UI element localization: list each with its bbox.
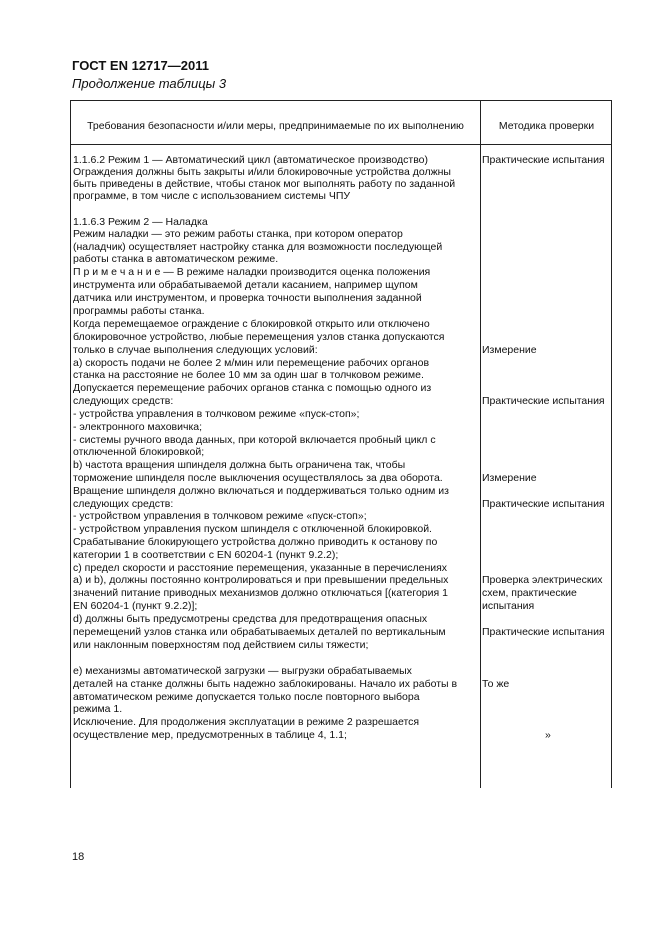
method-cell: Проверка электрических [482, 574, 603, 586]
requirement-line: Допускается перемещение рабочих органов станка с помощью одного из [73, 382, 432, 394]
requirement-line: - электронного маховичка; [73, 421, 203, 433]
requirement-line: Срабатывание блокирующего устройства должно приводить к останову по [73, 536, 438, 548]
requirements-table [70, 100, 612, 788]
requirement-line: следующих средств: [73, 498, 174, 510]
method-cell: Практические испытания [482, 395, 605, 407]
requirement-line: следующих средств: [73, 395, 174, 407]
method-cell: То же [482, 678, 510, 690]
requirement-note-line: П р и м е ч а н и е — В режиме наладки производится оценка положения [73, 266, 431, 278]
requirement-line: программе, в том числе с использованием системы ЧПУ [73, 190, 351, 202]
requirement-line: только в случае выполнения следующих условий: [73, 344, 318, 356]
requirement-line: с) предел скорости и расстояние перемещения, указанные в перечислениях [73, 562, 448, 574]
requirement-line: (наладчик) осуществляет настройку станка для возможности последующей [73, 241, 443, 253]
method-cell: Измерение [482, 472, 537, 484]
requirement-line: Когда перемещаемое ограждение с блокировкой открыто или отключено [73, 318, 430, 330]
requirement-line: d) должны быть предусмотрены средства для предотвращения опасных [73, 613, 428, 625]
requirement-line: или наклонным поверхностям под действием силы тяжести; [73, 639, 369, 651]
requirement-line: - системы ручного ввода данных, при которой включается пробный цикл с [73, 434, 436, 446]
requirement-line: 1.1.6.2 Режим 1 — Автоматический цикл (автоматическое производство) [73, 154, 428, 166]
requirement-line: автоматическом режиме допускается только после повторного выбора [73, 691, 420, 703]
requirement-line: - устройства управления в толчковом режиме «пуск-стоп»; [73, 408, 360, 420]
page-number: 18 [72, 851, 85, 863]
requirement-line: работы станка в автоматическом режиме. [73, 253, 279, 265]
requirement-line: Режим наладки — это режим работы станка, при котором оператор [73, 228, 403, 240]
requirement-note-line: датчика или инструментом, и проверка точности выполнения заданной [73, 292, 422, 304]
requirement-line: Исключение. Для продолжения эксплуатации в режиме 2 разрешается [73, 716, 420, 728]
requirement-line: категории 1 в соответствии с EN 60204-1 (пункт 9.2.2); [73, 549, 339, 561]
method-cell: испытания [482, 600, 535, 612]
requirement-line: значений питание приводных механизмов должно отключаться [(категория 1 [73, 587, 448, 599]
requirement-line: Ограждения должны быть закрыты и/или блокировочные устройства должны [73, 166, 451, 178]
requirement-note-line: инструмента или обрабатываемой детали касанием, например щупом [73, 279, 418, 291]
requirement-line: b) частота вращения шпинделя должна быть ограничена так, чтобы [73, 459, 406, 471]
requirement-line: отключенной блокировкой; [73, 446, 205, 458]
header-method: Методика проверки [498, 120, 595, 132]
requirement-line: перемещений узлов станка или обрабатываемых деталей по вертикальным [73, 626, 446, 638]
requirement-line: е) механизмы автоматической загрузки — выгрузки обрабатываемых [73, 665, 412, 677]
standard-designation: ГОСТ EN 12717—2011 [72, 58, 209, 73]
requirement-line: 1.1.6.3 Режим 2 — Наладка [73, 216, 208, 228]
header-requirements: Требования безопасности и/или меры, предпринимаемые по их выполнению [87, 120, 464, 132]
requirement-line: блокировочное устройство, любые перемещения узлов станка допускаются [73, 331, 445, 343]
method-cell: Измерение [482, 344, 537, 356]
requirement-line: режима 1. [73, 703, 123, 715]
method-cell: Практические испытания [482, 498, 605, 510]
requirement-line: осуществление мер, предусмотренных в таблице 4, 1.1; [73, 729, 347, 741]
requirement-line: - устройством управления в толчковом режиме «пуск-стоп»; [73, 510, 367, 522]
requirement-line: EN 60204-1 (пункт 9.2.2)]; [73, 600, 198, 612]
column-divider [480, 101, 481, 788]
requirement-line: деталей на станке должны быть надежно заблокированы. Начало их работы в [73, 678, 458, 690]
method-cell-ditto: » [545, 729, 551, 741]
method-cell: схем, практические [482, 587, 577, 599]
requirement-line: Вращение шпинделя должно включаться и поддерживаться только одним из [73, 485, 449, 497]
requirement-line: станка на расстояние не более 10 мм за один шаг в толчковом режиме. [73, 369, 424, 381]
requirement-line: - устройством управления пуском шпинделя с отключенной блокировкой. [73, 523, 432, 535]
table-continuation-caption: Продолжение таблицы 3 [72, 76, 227, 91]
requirement-line: торможение шпинделя после выключения осуществлялось за два оборота. [73, 472, 443, 484]
requirement-line: а) и b), должны постоянно контролироваться и при превышении предельных [73, 574, 449, 586]
method-cell: Практические испытания [482, 626, 605, 638]
method-cell: Практические испытания [482, 154, 605, 166]
header-divider [71, 144, 611, 145]
requirement-line: а) скорость подачи не более 2 м/мин или перемещение рабочих органов [73, 357, 430, 369]
requirement-note-line: программы работы станка. [73, 305, 205, 317]
requirement-line: быть приведены в действие, чтобы станок мог выполнять работу по заданной [73, 178, 456, 190]
